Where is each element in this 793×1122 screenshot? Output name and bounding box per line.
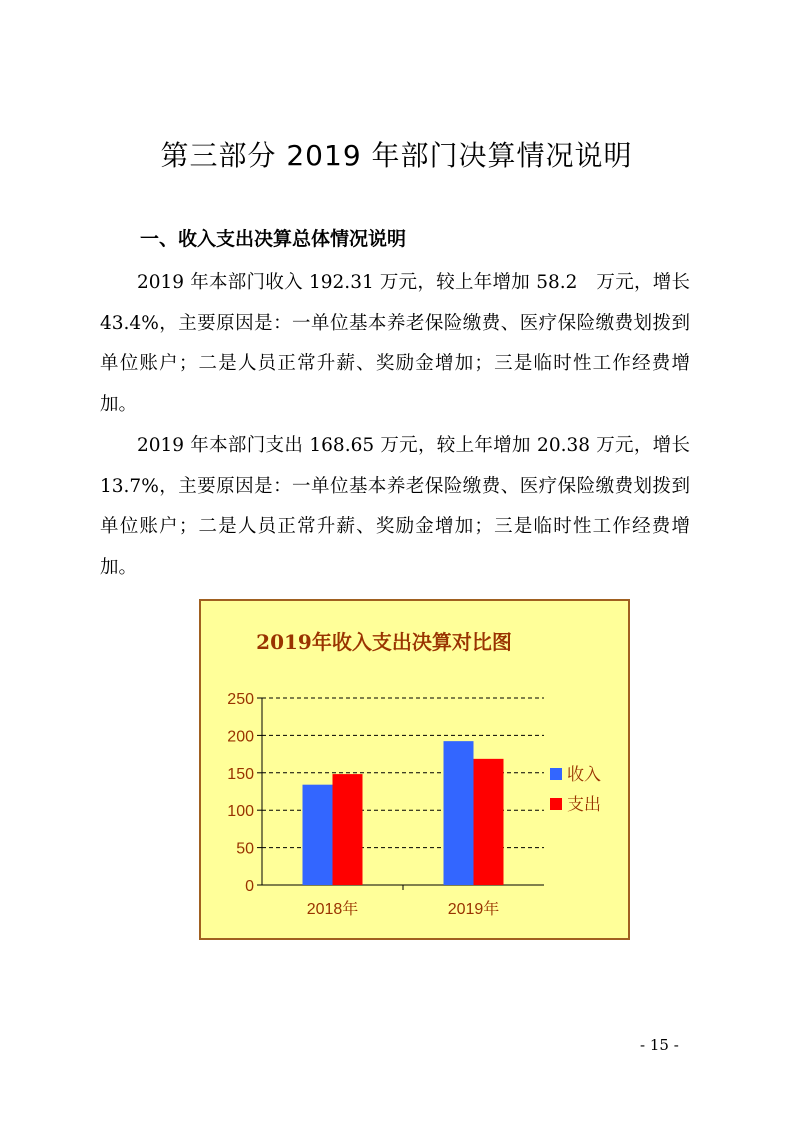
chart-title: 2019年收入支出决算对比图 bbox=[256, 630, 512, 654]
legend bbox=[550, 765, 601, 815]
chart-container bbox=[199, 599, 630, 940]
bar-支出-2019年 bbox=[474, 759, 504, 885]
page-title: 第三部分 2019 年部门决算情况说明 bbox=[160, 139, 633, 172]
bars bbox=[303, 741, 504, 885]
bar-支出-2018年 bbox=[333, 774, 363, 885]
x-tick-label: 2018年 bbox=[306, 901, 359, 918]
y-tick-label: 150 bbox=[227, 765, 254, 783]
legend-swatch bbox=[550, 798, 562, 810]
y-tick-label: 200 bbox=[227, 728, 254, 746]
y-tick-label: 100 bbox=[227, 803, 254, 821]
y-tick-label: 0 bbox=[245, 878, 254, 895]
page-number: - 15 - bbox=[640, 1036, 679, 1054]
bar-收入-2018年 bbox=[303, 785, 333, 885]
y-tick-label: 50 bbox=[236, 840, 254, 858]
legend-label: 支出 bbox=[567, 795, 601, 815]
section-heading: 一、收入支出决算总体情况说明 bbox=[140, 228, 407, 250]
bar-收入-2019年 bbox=[444, 741, 474, 885]
x-tick-label: 2019年 bbox=[447, 901, 500, 918]
legend-label: 收入 bbox=[567, 765, 601, 785]
paragraph-income: 2019 年本部门收入 192.31 万元，较上年增加 58.2 万元，增长 43.4%，主要原因是：一单位基本养老保险缴费、医疗保险缴费划拨到单位账户；二是人员正常升薪、奖励金增加；三是临时性工作经费增加。 bbox=[100, 272, 690, 415]
legend-swatch bbox=[550, 768, 562, 780]
paragraph-expense: 2019 年本部门支出 168.65 万元，较上年增加 20.38 万元，增长 13.7%，主要原因是：一单位基本养老保险缴费、医疗保险缴费划拨到单位账户；二是人员正常升薪、奖励金增加；三是临时性工作经费增加。 bbox=[100, 435, 690, 578]
y-tick-label: 250 bbox=[227, 691, 254, 708]
bar-chart bbox=[201, 601, 628, 938]
